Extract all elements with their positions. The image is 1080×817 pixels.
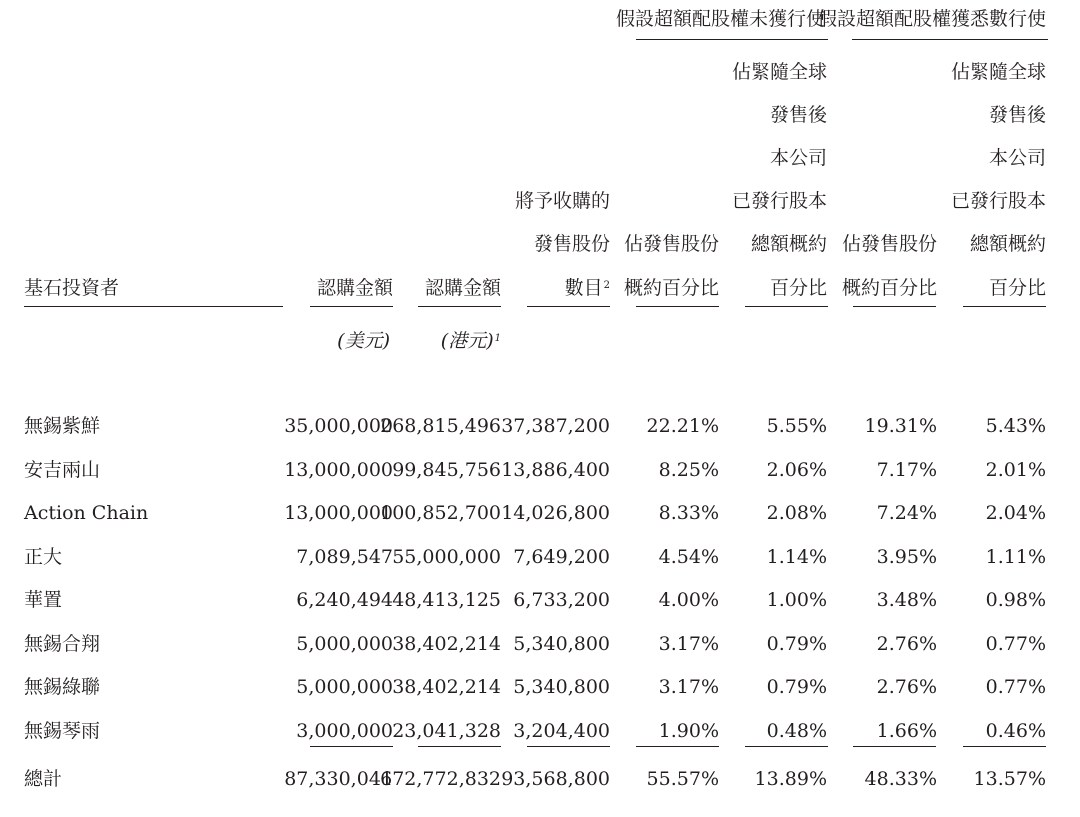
- total-rule-a2: [745, 746, 828, 747]
- cell-pct-offer-not-exercised: 8.25%: [658, 458, 719, 481]
- cell-usd: 3,000,000: [296, 719, 393, 742]
- total-shares: 93,568,800: [501, 768, 610, 790]
- investor-name: 無錫合翔: [24, 632, 101, 655]
- total-rule-usd: [310, 746, 393, 747]
- cell-pct-capital-fully-exercised: 0.98%: [985, 589, 1046, 611]
- cell-pct-offer-fully-exercised: 3.95%: [876, 545, 937, 568]
- cell-pct-capital-fully-exercised: 0.77%: [985, 676, 1046, 698]
- total-rule-b2: [963, 746, 1046, 747]
- cell-pct-capital-not-exercised: 2.08%: [766, 502, 827, 524]
- header-rule-shares: [527, 306, 610, 307]
- header-rule-a1: [636, 306, 719, 307]
- cell-usd: 13,000,000: [284, 502, 393, 524]
- cell-hkd: 38,402,214: [392, 632, 501, 655]
- total-rule-hkd: [418, 746, 501, 747]
- cell-pct-capital-fully-exercised: 5.43%: [985, 415, 1046, 437]
- cell-shares: 6,733,200: [513, 589, 610, 611]
- header-line: 本公司: [769, 147, 827, 169]
- header-subscription-usd: 認購金額: [316, 277, 393, 299]
- cell-pct-offer-not-exercised: 1.90%: [658, 719, 719, 742]
- cell-usd: 13,000,000: [284, 458, 393, 481]
- header-line: 佔發售股份: [623, 233, 719, 255]
- cell-shares: 37,387,200: [501, 415, 610, 437]
- cell-pct-capital-fully-exercised: 0.46%: [985, 719, 1046, 742]
- total-hkd: 672,772,832: [380, 768, 501, 790]
- total-b2: 13.57%: [973, 768, 1046, 790]
- header-line: 發售後: [988, 104, 1046, 126]
- cell-pct-capital-fully-exercised: 2.01%: [985, 458, 1046, 481]
- cell-usd: 7,089,547: [296, 545, 393, 568]
- header-investor: 基石投資者: [24, 277, 120, 299]
- cell-pct-offer-not-exercised: 3.17%: [658, 632, 719, 655]
- header-line: 佔緊隨全球: [731, 61, 827, 83]
- header-rule-hkd: [418, 306, 501, 307]
- group-header-fully-exercised: 假設超額配股權獲悉數行使: [817, 8, 1046, 30]
- cell-pct-capital-not-exercised: 5.55%: [766, 415, 827, 437]
- cell-pct-offer-not-exercised: 4.54%: [658, 545, 719, 568]
- cell-hkd: 38,402,214: [392, 676, 501, 698]
- cell-pct-capital-fully-exercised: 2.04%: [985, 502, 1046, 524]
- header-rule-usd: [310, 306, 393, 307]
- header-line: 將予收購的: [514, 190, 610, 212]
- cell-pct-offer-not-exercised: 4.00%: [658, 589, 719, 611]
- header-rule-b2: [963, 306, 1046, 307]
- cell-shares: 5,340,800: [513, 632, 610, 655]
- cell-usd: 35,000,000: [284, 415, 393, 437]
- cell-pct-offer-not-exercised: 3.17%: [658, 676, 719, 698]
- header-line: 發售後: [769, 104, 827, 126]
- investor-name: Action Chain: [24, 502, 149, 524]
- cell-pct-capital-not-exercised: 1.00%: [766, 589, 827, 611]
- cell-hkd: 23,041,328: [392, 719, 501, 742]
- group-header-rule-fully-exercised: [852, 39, 1048, 40]
- header-line: 數目$^2$: [564, 277, 610, 299]
- cell-usd: 5,000,000: [296, 676, 393, 698]
- cell-shares: 7,649,200: [513, 545, 610, 568]
- total-a2: 13.89%: [754, 768, 827, 790]
- header-rule-b1: [853, 306, 936, 307]
- cell-pct-capital-not-exercised: 0.79%: [766, 632, 827, 655]
- unit-hkd: (港元)$^1$: [440, 330, 501, 352]
- cell-usd: 6,240,494: [296, 589, 393, 611]
- total-label: 總計: [24, 768, 63, 790]
- investor-name: 無錫綠聯: [24, 676, 101, 698]
- cell-pct-offer-fully-exercised: 2.76%: [876, 632, 937, 655]
- total-b1: 48.33%: [864, 768, 937, 790]
- cell-pct-offer-fully-exercised: 7.24%: [876, 502, 937, 524]
- cell-pct-offer-fully-exercised: 3.48%: [876, 589, 937, 611]
- cell-pct-capital-not-exercised: 1.14%: [766, 545, 827, 568]
- total-usd: 87,330,041: [284, 768, 393, 790]
- header-rule-investor: [24, 306, 283, 307]
- header-line: 發售股份: [533, 233, 610, 255]
- total-rule-shares: [527, 746, 610, 747]
- header-line: 百分比: [769, 277, 827, 299]
- cell-hkd: 100,852,700: [380, 502, 501, 524]
- cell-pct-offer-fully-exercised: 1.66%: [876, 719, 937, 742]
- cell-shares: 14,026,800: [501, 502, 610, 524]
- group-header-not-exercised: 假設超額配股權未獲行使: [615, 8, 825, 30]
- cell-shares: 13,886,400: [501, 458, 610, 481]
- investor-name: 無錫琴雨: [24, 719, 101, 742]
- cell-hkd: 55,000,000: [392, 545, 501, 568]
- total-rule-b1: [853, 746, 936, 747]
- header-rule-a2: [745, 306, 828, 307]
- header-line: 佔緊隨全球: [950, 61, 1046, 83]
- cell-pct-capital-not-exercised: 0.79%: [766, 676, 827, 698]
- cell-hkd: 48,413,125: [392, 589, 501, 611]
- cell-pct-offer-not-exercised: 8.33%: [658, 502, 719, 524]
- cell-pct-capital-fully-exercised: 0.77%: [985, 632, 1046, 655]
- total-rule-a1: [636, 746, 719, 747]
- cell-shares: 3,204,400: [513, 719, 610, 742]
- cell-usd: 5,000,000: [296, 632, 393, 655]
- total-a1: 55.57%: [646, 768, 719, 790]
- cell-shares: 5,340,800: [513, 676, 610, 698]
- header-line: 總額概約: [750, 233, 827, 255]
- header-line: 概約百分比: [623, 277, 719, 299]
- footnote-1: 1: [494, 333, 501, 344]
- cell-pct-offer-not-exercised: 22.21%: [646, 415, 719, 437]
- cell-pct-offer-fully-exercised: 7.17%: [876, 458, 937, 481]
- cell-pct-capital-fully-exercised: 1.11%: [985, 545, 1046, 568]
- cell-hkd: 99,845,756: [392, 458, 501, 481]
- header-subscription-hkd: 認購金額: [424, 277, 501, 299]
- cell-pct-capital-not-exercised: 2.06%: [766, 458, 827, 481]
- header-line: 百分比: [988, 277, 1046, 299]
- header-line: 已發行股本: [950, 190, 1046, 212]
- investor-name: 無錫紫鮮: [24, 415, 101, 437]
- investor-name: 華置: [24, 589, 63, 611]
- unit-usd: (美元): [337, 330, 390, 352]
- investor-name: 安吉兩山: [24, 458, 101, 481]
- header-line: 本公司: [988, 147, 1046, 169]
- cell-pct-offer-fully-exercised: 19.31%: [864, 415, 937, 437]
- header-line: 總額概約: [969, 233, 1046, 255]
- header-line: 已發行股本: [731, 190, 827, 212]
- cell-hkd: 268,815,496: [380, 415, 501, 437]
- header-line: 概約百分比: [841, 277, 937, 299]
- header-line: 佔發售股份: [841, 233, 937, 255]
- cell-pct-offer-fully-exercised: 2.76%: [876, 676, 937, 698]
- group-header-rule-not-exercised: [636, 39, 828, 40]
- cell-pct-capital-not-exercised: 0.48%: [766, 719, 827, 742]
- investor-name: 正大: [24, 545, 63, 568]
- footnote-2: 2: [603, 280, 610, 291]
